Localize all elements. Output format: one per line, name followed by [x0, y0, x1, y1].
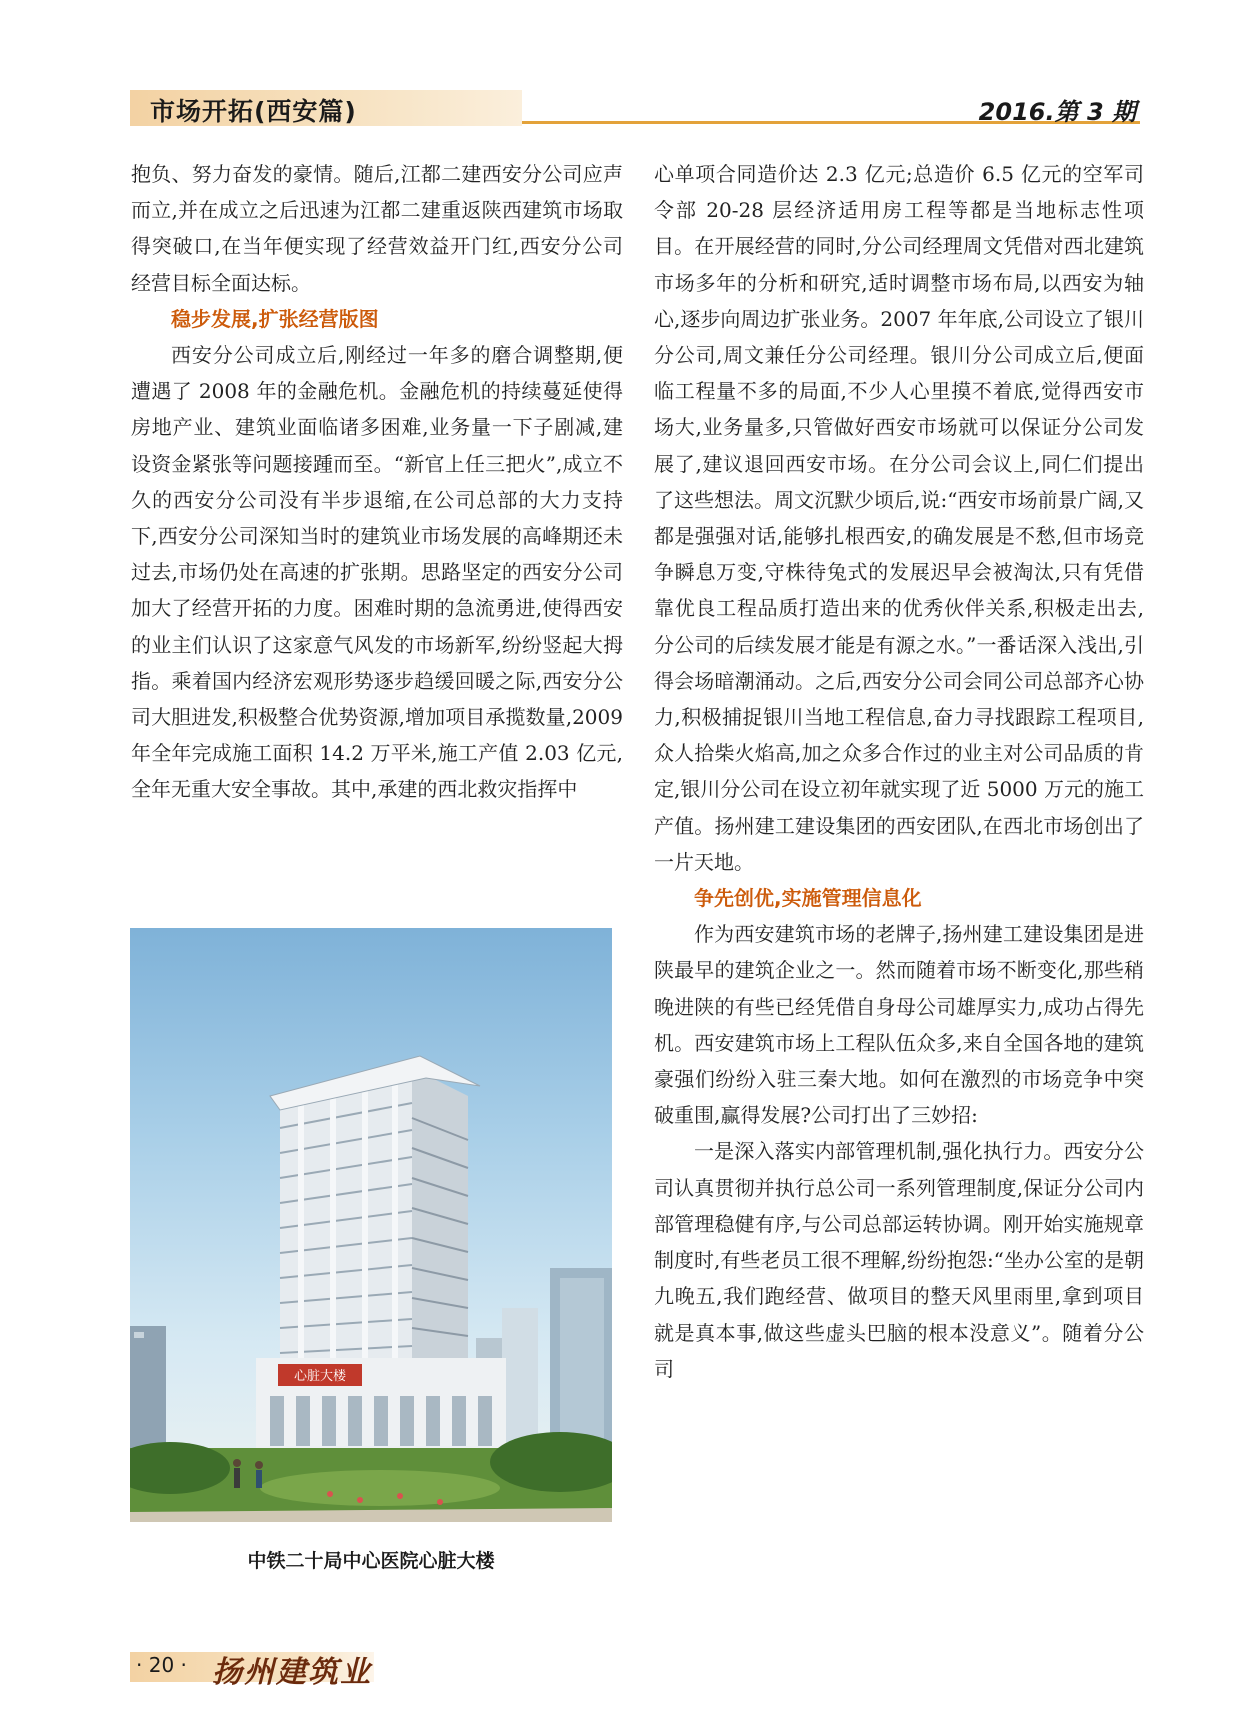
left-column [131, 156, 623, 808]
building-sign: 心脏大楼 [293, 1369, 347, 1384]
page-number: · 20 · [136, 1653, 187, 1677]
building-illustration [130, 928, 612, 1522]
building-photo [130, 928, 612, 1522]
left-paragraph-2: 西安分公司成立后,刚经过一年多的磨合调整期,便遭遇了 2008 年的金融危机。金融危机的持续蔓延使得房地产业、建筑业面临诸多困难,业务量一下子剧减,建设资金紧张等问题接踵而至。“新官上任三把火”,成立不久的西安分公司没有半步退缩,在公司总部的大力支持下,西安分公司深知当时的建筑业市场发展的高峰期还未过去,市场仍处在高速的扩张期。思路坚定的西安分公司加大了经营开拓的力度。困难时期的急流勇进,使得西安的业主们认识了这家意气风发的市场新军,纷纷竖起大拇指。乘着国内经济宏观形势逐步趋缓回暖之际,西安分公司大胆进发,积极整合优势资源,增加项目承揽数量,2009 年全年完成施工面积 14.2 万平米,施工产值 2.03 亿元,全年无重大安全事故。其中,承建的西北救灾指挥中 [131, 343, 623, 802]
section-title: 市场开拓(西安篇) [150, 97, 357, 126]
right-paragraph-3: 一是深入落实内部管理机制,强化执行力。西安分公司认真贯彻并执行总公司一系列管理制度,保证分公司内部管理稳健有序,与公司总部运转协调。刚开始实施规章制度时,有些老员工很不理解,纷纷抱怨:“坐办公室的是朝九晚五,我们跑经营、做项目的整天风里雨里,拿到项目就是真本事,做这些虚头巴脑的根本没意义”。随着分公司 [654, 1139, 1144, 1381]
right-paragraph-1: 心单项合同造价达 2.3 亿元;总造价 6.5 亿元的空军司令部 20-28 层经济适用房工程等都是当地标志性项目。在开展经营的同时,分公司经理周文凭借对西北建筑市场多年的分析和研究,适时调整市场布局,以西安为轴心,逐步向周边扩张业务。2007 年年底,公司设立了银川分公司,周文兼任分公司经理。银川分公司成立后,便面临工程量不多的局面,不少人心里摸不着底,觉得西安市场大,业务量多,只管做好西安市场就可以保证分公司发展了,建议退回西安市场。在分公司会议上,同仁们提出了这些想法。周文沉默少顷后,说:“西安市场前景广阔,又都是强强对话,能够扎根西安,的确发展是不愁,但市场竞争瞬息万变,守株待兔式的发展迟早会被淘汰,只有凭借靠优良工程品质打造出来的优秀伙伴关系,积极走出去,分公司的后续发展才能是有源之水。”一番话深入浅出,引得会场暗潮涌动。之后,西安分公司会同公司总部齐心协力,积极捕捉银川当地工程信息,奋力寻找跟踪工程项目,众人拾柴火焰高,加之众多合作过的业主对公司品质的肯定,银川分公司在设立初年就实现了近 5000 万元的施工产值。扬州建工建设集团的西安团队,在西北市场创出了一片天地。 [654, 162, 1144, 874]
page-footer [130, 1646, 374, 1690]
section-title-band [130, 90, 522, 126]
right-paragraph-2: 作为西安建筑市场的老牌子,扬州建工建设集团是进陕最早的建筑企业之一。然而随着市场不断变化,那些稍晚进陕的有些已经凭借自身母公司雄厚实力,成功占得先机。西安建筑市场上工程队伍众多,来自全国各地的建筑豪强们纷纷入驻三秦大地。如何在激烈的市场竞争中突破重围,赢得发展?公司打出了三妙招: [654, 922, 1144, 1128]
section-heading-1: 稳步发展,扩张经营版图 [171, 306, 379, 331]
issue-label: 2016.第 3 期 [978, 98, 1136, 126]
figure-caption: 中铁二十局中心医院心脏大楼 [247, 1550, 495, 1572]
page-header [130, 90, 1140, 126]
magazine-logo: 扬州建筑业 [212, 1655, 372, 1690]
left-paragraph-1: 抱负、努力奋发的豪情。随后,江都二建西安分公司应声而立,并在成立之后迅速为江都二建重返陕西建筑市场取得突破口,在当年便实现了经营效益开门红,西安分公司经营目标全面达标。 [131, 162, 623, 295]
section-heading-2: 争先创优,实施管理信息化 [694, 886, 922, 911]
right-column [654, 156, 1144, 1387]
